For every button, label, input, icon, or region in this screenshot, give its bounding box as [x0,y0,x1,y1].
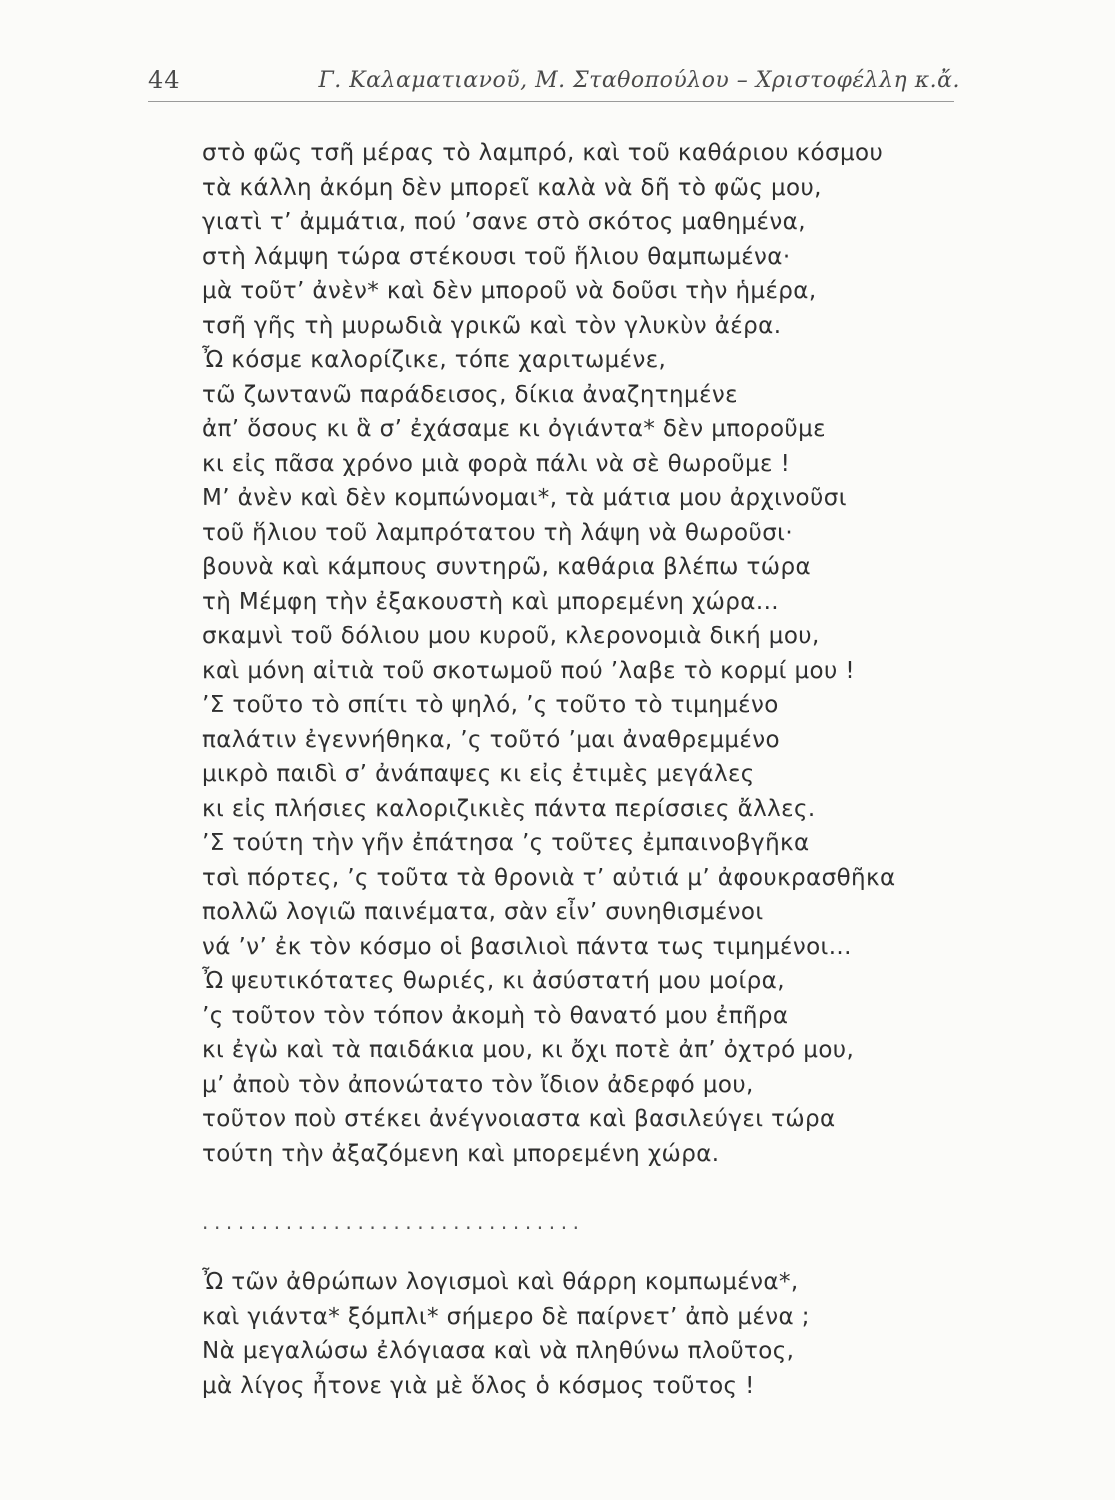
poem-line: Ὦ κόσμε καλορίζικε, τόπε χαριτωμένε, [202,347,667,373]
poem-line: ’Σ τούτη τὴν γῆν ἐπάτησα ’ς τοῦτες ἐμπαινοβγῆκα [202,830,810,856]
poem-line: γιατὶ τ’ ἀμμάτια, πού ’σανε στὸ σκότος μαθημένα, [202,209,806,235]
poem-line: τοῦτον ποὺ στέκει ἀνέγνοιαστα καὶ βασιλεύγει τώρα [202,1106,836,1132]
poem-line: τὰ κάλλη ἀκόμη δὲν μπορεῖ καλὰ νὰ δῆ τὸ φῶς μου, [202,174,822,201]
poem-line: μὰ λίγος ἦτονε γιὰ μὲ ὅλος ὁ κόσμος τοῦτος ! [202,1372,755,1399]
poem-line: τὴ Μέμφη τὴν ἐξακουστὴ καὶ μπορεμένη χώρα... [202,588,779,615]
poem-line: στὸ φῶς τσῆ μέρας τὸ λαμπρό, καὶ τοῦ καθάριου κόσμου [202,140,884,166]
ellipsis-line: ................................ [202,1210,585,1234]
poem-line: καὶ μόνη αἰτιὰ τοῦ σκοτωμοῦ πού ’λαβε τὸ κορμί μου ! [202,657,856,684]
poem-line: μικρὸ παιδὶ σ’ ἀνάπαψες κι εἰς ἐτιμὲς μεγάλες [202,761,755,787]
poem-line: ’Σ τοῦτο τὸ σπίτι τὸ ψηλό, ’ς τοῦτο τὸ τιμημένο [202,692,779,718]
poem-line: ἀπ’ ὅσους κι ἃ σ’ ἐχάσαμε κι ὀγιάντα* δὲν μποροῦμε [202,416,826,442]
poem-line: κι εἰς πλήσιες καλοριζικιὲς πάντα περίσσιες ἄλλες. [202,795,816,822]
poem-line: σκαμνὶ τοῦ δόλιου μου κυροῦ, κλερονομιὰ δική μου, [202,623,820,649]
poem-line: πολλῶ λογιῶ παινέματα, σὰν εἶν’ συνηθισμένοι [202,899,764,925]
header-rule [148,101,954,102]
poem-line: κι ἐγὼ καὶ τὰ παιδάκια μου, κι ὄχι ποτὲ ἀπ’ ὀχτρό μου, [202,1037,855,1063]
poem-line: καὶ γιάντα* ξόμπλι* σήμερο δὲ παίρνετ’ ἀπὸ μένα ; [202,1303,810,1330]
poem-line: Ὦ ψευτικότατες θωριές, κι ἀσύστατή μου μοίρα, [202,968,785,994]
poem-line: παλάτιν ἐγεννήθηκα, ’ς τοῦτό ’μαι ἀναθρεμμένο [202,726,780,753]
poem-line: Μ’ ἀνὲν καὶ δὲν κομπώνομαι*, τὰ μάτια μου ἀρχινοῦσι [202,485,847,511]
poem-line: στὴ λάμψη τώρα στέκουσι τοῦ ἥλιου θαμπωμένα· [202,243,791,270]
poem-stanza-1 [202,136,982,1171]
poem-line: μὰ τοῦτ’ ἀνὲν* καὶ δὲν μποροῦ νὰ δοῦσι τὴν ἡμέρα, [202,278,817,304]
poem-line: νά ’ν’ ἐκ τὸν κόσμο οἱ βασιλιοὶ πάντα τως τιμημένοι... [202,933,852,960]
poem-line: μ’ ἀποὺ τὸν ἀπονώτατο τὸν ἴδιον ἀδερφό μου, [202,1071,754,1098]
page-header [148,66,960,100]
page-number: 44 [148,66,181,94]
poem-line: τοῦ ἥλιου τοῦ λαμπρότατου τὴ λάψη νὰ θωροῦσι· [202,519,794,546]
poem-line: τούτη τὴν ἀξαζόμενη καὶ μπορεμένη χώρα. [202,1140,720,1167]
poem-line: τσὶ πόρτες, ’ς τοῦτα τὰ θρονιὰ τ’ αὐτιά μ’ ἀφουκρασθῆκα [202,864,896,891]
poem-line: Νὰ μεγαλώσω ἐλόγιασα καὶ νὰ πληθύνω πλοῦτος, [202,1338,795,1364]
poem-line: βουνὰ καὶ κάμπους συντηρῶ, καθάρια βλέπω τώρα [202,554,812,580]
poem-line: Ὦ τῶν ἀθρώπων λογισμοὶ καὶ θάρρη κομπωμένα*, [202,1269,799,1295]
poem-line: τῶ ζωντανῶ παράδεισος, δίκια ἀναζητημένε [202,381,738,408]
poem-stanza-2 [202,1265,982,1403]
poem-line: ’ς τοῦτον τὸν τόπον ἀκομὴ τὸ θανατό μου ἐπῆρα [202,1002,789,1029]
poem-line: τσῆ γῆς τὴ μυρωδιὰ γρικῶ καὶ τὸν γλυκὺν ἀέρα. [202,312,782,339]
running-head: Γ. Καλαματιανοῦ, Μ. Σταθοπούλου – Χριστοφέλλη κ.ἄ. [318,68,960,93]
poem-line: κι εἰς πᾶσα χρόνο μιὰ φορὰ πάλι νὰ σὲ θωροῦμε ! [202,450,791,477]
